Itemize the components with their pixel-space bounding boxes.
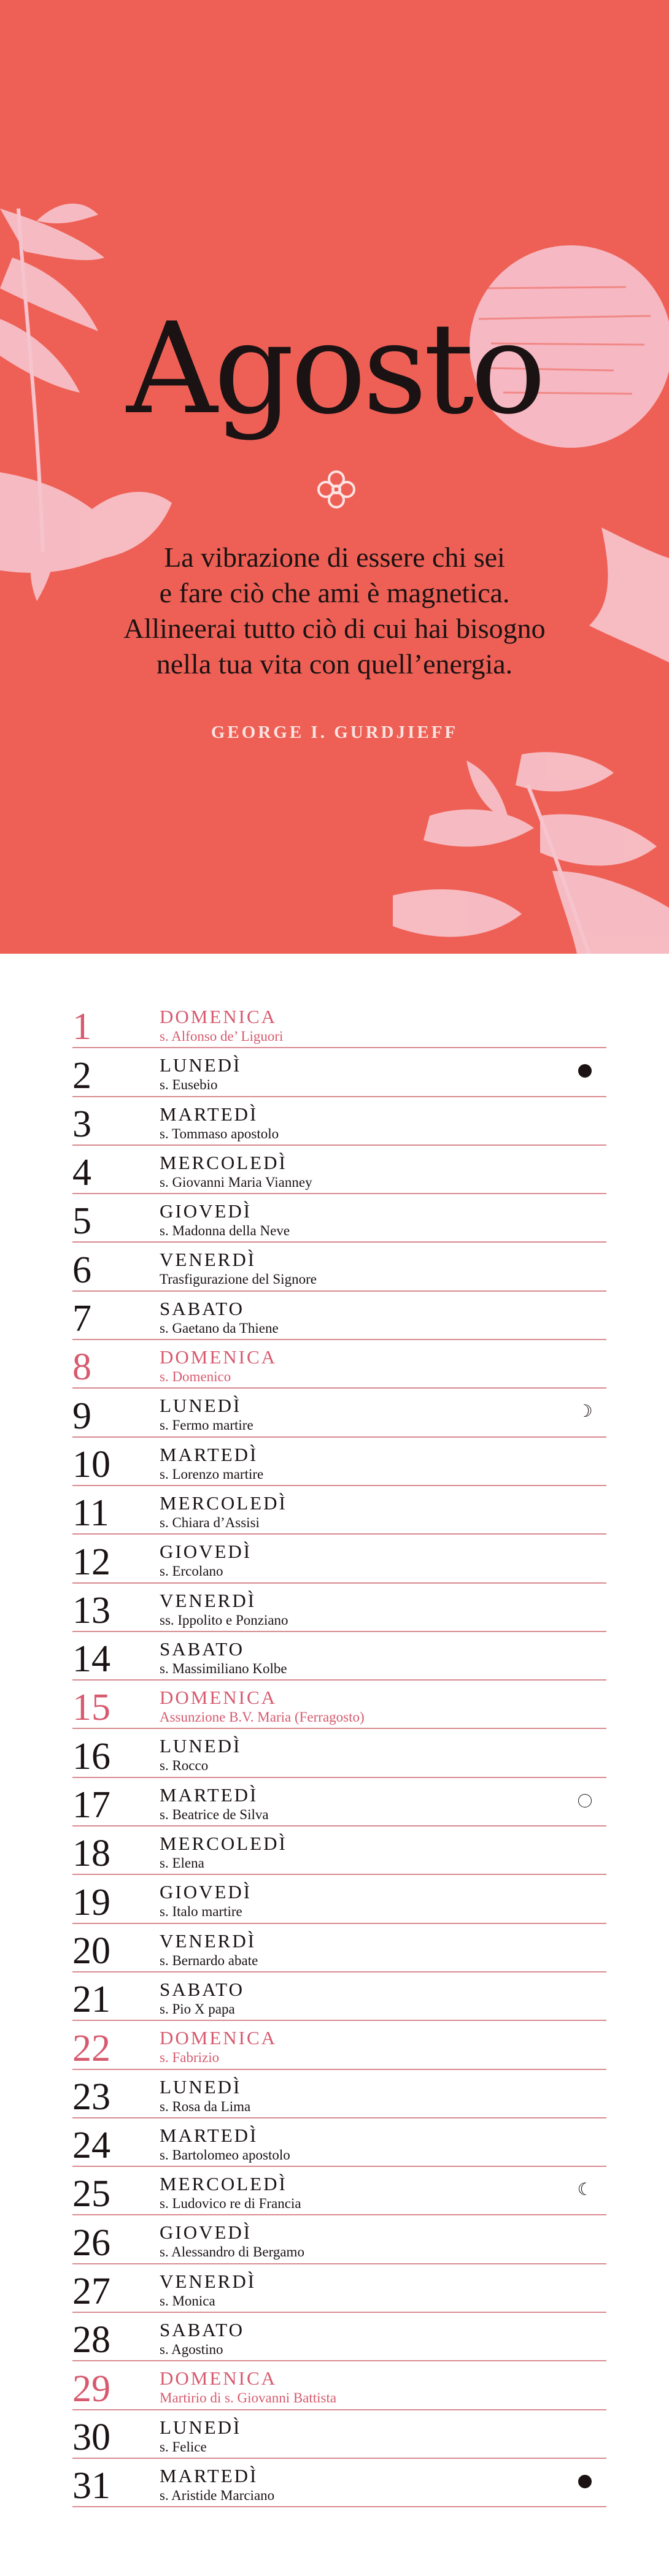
day-number: 28 <box>72 2319 110 2361</box>
day-row <box>72 1000 606 1048</box>
day-number: 19 <box>72 1881 110 1923</box>
full-moon-icon <box>576 1792 594 1810</box>
saint-label: s. Madonna della Neve <box>160 1223 290 1239</box>
day-row <box>72 2410 606 2459</box>
saint-label: s. Rocco <box>160 1758 209 1774</box>
saint-label: s. Bartolomeo apostolo <box>160 2147 290 2163</box>
day-number: 4 <box>72 1152 91 1194</box>
saint-label: s. Ercolano <box>160 1563 223 1579</box>
day-row <box>72 2361 606 2410</box>
day-row <box>72 1924 606 1972</box>
weekday-label: SABATO <box>160 1638 245 1660</box>
weekday-label: MERCOLEDÌ <box>160 2173 287 2195</box>
saint-label: s. Domenico <box>160 1369 231 1385</box>
weekday-label: GIOVEDÌ <box>160 1541 252 1563</box>
saint-label: s. Giovanni Maria Vianney <box>160 1174 312 1190</box>
saint-label: s. Fermo martire <box>160 1417 253 1433</box>
weekday-label: VENERDÌ <box>160 1589 257 1611</box>
day-row <box>72 1584 606 1632</box>
day-row <box>72 2313 606 2361</box>
day-row <box>72 1535 606 1583</box>
day-number: 17 <box>72 1784 110 1827</box>
day-row <box>72 2021 606 2069</box>
day-row <box>72 1778 606 1827</box>
day-row <box>72 1681 606 1729</box>
day-row <box>72 1243 606 1291</box>
saint-label: s. Italo martire <box>160 1904 242 1920</box>
weekday-label: DOMENICA <box>160 2367 277 2390</box>
weekday-label: MARTEDÌ <box>160 1443 258 1465</box>
day-row <box>72 1097 606 1146</box>
day-row <box>72 1048 606 1097</box>
day-number: 22 <box>72 2027 110 2069</box>
day-row <box>72 2459 606 2507</box>
day-number: 12 <box>72 1541 110 1583</box>
day-row <box>72 2264 606 2313</box>
quote-line: nella tua vita con quell’energia. <box>156 648 513 680</box>
day-number: 6 <box>72 1249 91 1291</box>
day-row <box>72 1292 606 1340</box>
day-number: 31 <box>72 2465 110 2507</box>
day-number: 21 <box>72 1979 110 2021</box>
weekday-label: DOMENICA <box>160 1687 277 1709</box>
saint-label: s. Felice <box>160 2439 207 2455</box>
day-number: 14 <box>72 1638 110 1681</box>
weekday-label: LUNEDÌ <box>160 1395 242 1417</box>
quote-line: Allineerai tutto ciò di cui hai bisogno <box>123 613 546 644</box>
day-row <box>72 2118 606 2167</box>
day-number: 10 <box>72 1443 110 1485</box>
month-title: Agosto <box>126 296 543 442</box>
weekday-label: SABATO <box>160 1297 245 1319</box>
day-row <box>72 1340 606 1389</box>
weekday-label: SABATO <box>160 1978 245 2000</box>
saint-label: Assunzione B.V. Maria (Ferragosto) <box>160 1709 365 1725</box>
weekday-label: MARTEDÌ <box>160 1784 258 1806</box>
new-moon-icon <box>576 1062 594 1080</box>
saint-label: s. Elena <box>160 1855 204 1871</box>
saint-label: Martirio di s. Giovanni Battista <box>160 2390 337 2406</box>
weekday-label: GIOVEDÌ <box>160 1200 252 1222</box>
day-number: 5 <box>72 1200 91 1243</box>
day-number: 8 <box>72 1346 91 1389</box>
weekday-label: GIOVEDÌ <box>160 1881 252 1903</box>
last-quarter-moon-icon: ☾ <box>577 2179 593 2200</box>
saint-label: s. Beatrice de Silva <box>160 1806 269 1822</box>
saint-label: s. Tommaso apostolo <box>160 1125 279 1141</box>
header-illustration <box>0 0 669 954</box>
day-row <box>72 1827 606 1875</box>
day-row <box>72 1438 606 1486</box>
saint-label: s. Chiara d’Assisi <box>160 1514 260 1530</box>
weekday-label: LUNEDÌ <box>160 1735 242 1757</box>
saint-label: s. Alfonso de’ Liguori <box>160 1029 284 1044</box>
weekday-label: DOMENICA <box>160 1006 277 1027</box>
day-number: 27 <box>72 2271 110 2313</box>
saint-label: s. Rosa da Lima <box>160 2098 251 2114</box>
day-number: 26 <box>72 2221 110 2264</box>
day-row <box>72 1389 606 1437</box>
quote <box>86 540 583 682</box>
saint-label: s. Bernardo abate <box>160 1952 258 1968</box>
day-row <box>72 2215 606 2264</box>
weekday-label: VENERDÌ <box>160 2270 257 2292</box>
day-number: 13 <box>72 1589 110 1631</box>
saint-label: s. Ludovico re di Francia <box>160 2196 301 2212</box>
weekday-label: LUNEDÌ <box>160 1054 242 1076</box>
day-number: 23 <box>72 2076 110 2118</box>
day-number: 29 <box>72 2367 110 2410</box>
weekday-label: MERCOLEDÌ <box>160 1492 287 1514</box>
day-row <box>72 1632 606 1681</box>
flower-icon <box>316 469 357 510</box>
day-number: 9 <box>72 1395 91 1437</box>
saint-label: s. Massimiliano Kolbe <box>160 1660 287 1676</box>
weekday-label: DOMENICA <box>160 1346 277 1368</box>
calendar-list <box>72 1000 606 2507</box>
quote-author: GEORGE I. GURDJIEFF <box>211 723 458 742</box>
weekday-label: LUNEDÌ <box>160 2076 242 2098</box>
saint-label: Trasfigurazione del Signore <box>160 1271 317 1287</box>
day-number: 24 <box>72 2125 110 2167</box>
saint-label: s. Fabrizio <box>160 2050 220 2066</box>
day-row <box>72 1972 606 2021</box>
day-row <box>72 2167 606 2215</box>
quote-line: La vibrazione di essere chi sei <box>164 542 505 573</box>
quote-line: e fare ciò che ami è magnetica. <box>159 577 510 608</box>
weekday-label: VENERDÌ <box>160 1930 257 1952</box>
saint-label: s. Pio X papa <box>160 2001 235 2017</box>
day-number: 25 <box>72 2173 110 2215</box>
day-row <box>72 1729 606 1777</box>
weekday-label: MARTEDÌ <box>160 2464 258 2486</box>
day-number: 18 <box>72 1833 110 1875</box>
day-number: 7 <box>72 1298 91 1340</box>
new-moon-icon <box>576 2472 594 2491</box>
weekday-label: MERCOLEDÌ <box>160 1833 287 1855</box>
saint-label: s. Alessandro di Bergamo <box>160 2244 304 2260</box>
day-number: 11 <box>72 1492 109 1535</box>
weekday-label: GIOVEDÌ <box>160 2221 252 2244</box>
saint-label: s. Gaetano da Thiene <box>160 1320 279 1336</box>
day-row <box>72 1875 606 1923</box>
weekday-label: MARTEDÌ <box>160 2124 258 2146</box>
day-row <box>72 2070 606 2118</box>
weekday-label: DOMENICA <box>160 2027 277 2049</box>
day-number: 1 <box>72 1006 91 1048</box>
day-number: 16 <box>72 1735 110 1777</box>
day-number: 3 <box>72 1103 91 1145</box>
day-number: 15 <box>72 1687 110 1729</box>
saint-label: s. Aristide Marciano <box>160 2487 275 2503</box>
saint-label: ss. Ippolito e Ponziano <box>160 1612 288 1628</box>
weekday-label: LUNEDÌ <box>160 2416 242 2438</box>
day-number: 30 <box>72 2416 110 2458</box>
day-row <box>72 1486 606 1535</box>
weekday-label: SABATO <box>160 2319 245 2341</box>
weekday-label: VENERDÌ <box>160 1249 257 1271</box>
weekday-label: MERCOLEDÌ <box>160 1151 287 1173</box>
day-row <box>72 1146 606 1194</box>
day-row <box>72 1194 606 1243</box>
weekday-label: MARTEDÌ <box>160 1103 258 1125</box>
saint-label: s. Monica <box>160 2293 215 2309</box>
saint-label: s. Agostino <box>160 2342 223 2358</box>
saint-label: s. Lorenzo martire <box>160 1466 264 1482</box>
day-number: 2 <box>72 1054 91 1097</box>
day-number: 20 <box>72 1930 110 1972</box>
saint-label: s. Eusebio <box>160 1077 218 1093</box>
first-quarter-moon-icon: ☽ <box>577 1401 593 1422</box>
